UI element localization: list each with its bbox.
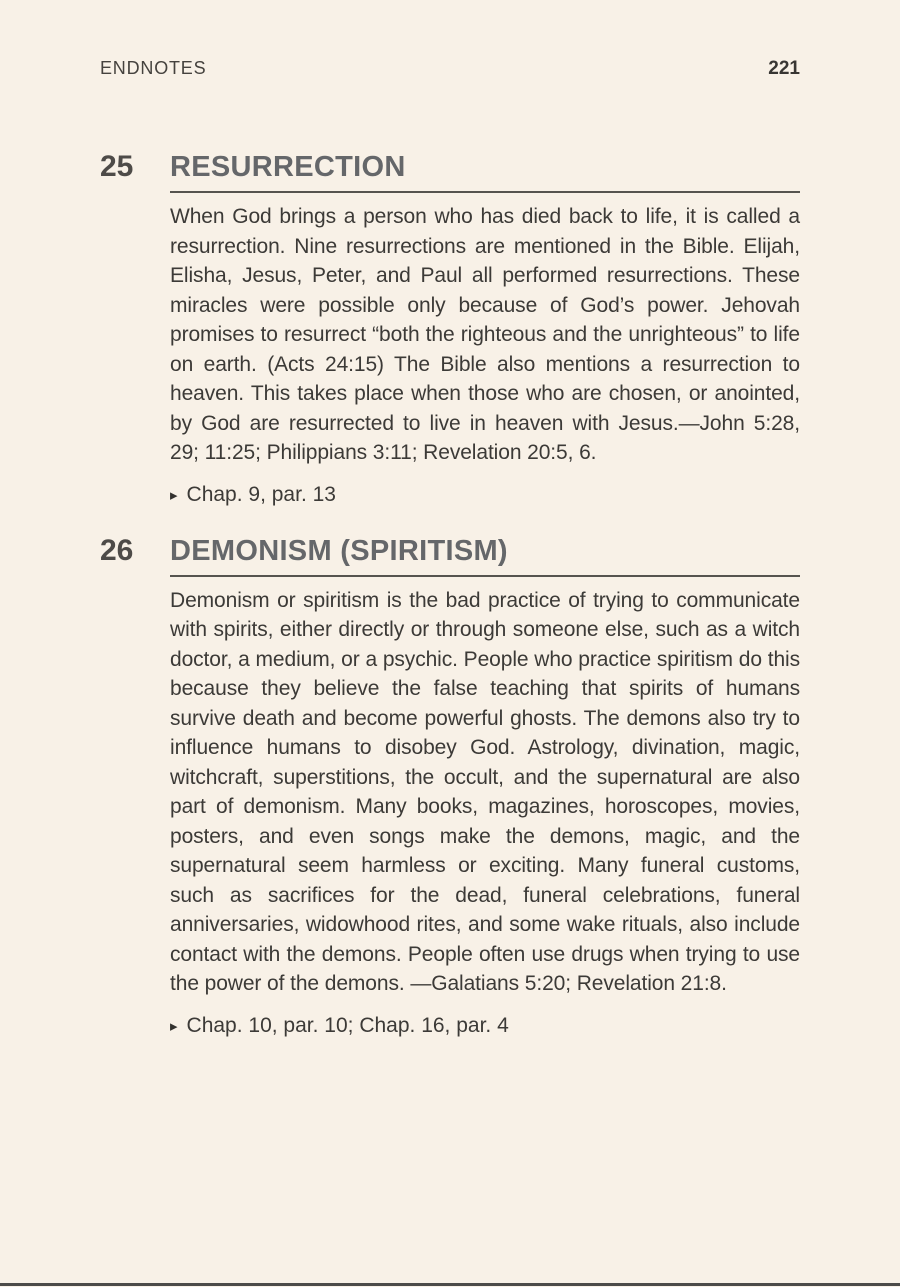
section-reference-text: Chap. 9, par. 13 bbox=[186, 482, 336, 506]
section-reference bbox=[170, 482, 800, 510]
page bbox=[100, 0, 800, 1287]
page-bottom-rule bbox=[0, 1283, 900, 1286]
section-number: 26 bbox=[100, 533, 134, 567]
section-heading bbox=[100, 150, 800, 193]
content bbox=[100, 150, 800, 1041]
section-body-text: When God brings a person who has died back to life, it is called a resurrection. Nine resurrections are mentioned in the Bible. Elijah, Elisha, Jesus, Peter, and Paul all performed resurrections. These miracles were possible only because of God’s power. Jehovah promises to resurrect “both the righteous and the unrighteous” to life on earth. (Acts 24:15) The Bible also mentions a resurrection to heaven. This takes place when those who are chosen, or anointed, by God are resurrected to live in heaven with Jesus.—John 5:28, 29; 11:25; Philippians 3:11; Revelation 20:5, 6. bbox=[170, 205, 800, 464]
running-header-title: ENDNOTES bbox=[100, 58, 207, 78]
section-number: 25 bbox=[100, 150, 134, 183]
page-number: 221 bbox=[768, 58, 800, 79]
section-title: RESURRECTION bbox=[170, 151, 406, 183]
triangle-bullet-icon: ▸ bbox=[170, 1017, 178, 1035]
endnote-section-26 bbox=[100, 534, 800, 1041]
endnote-section-25 bbox=[100, 150, 800, 510]
section-reference-text: Chap. 10, par. 10; Chap. 16, par. 4 bbox=[186, 1013, 509, 1037]
section-title-rule bbox=[170, 150, 800, 193]
section-reference bbox=[170, 1013, 800, 1041]
section-title: DEMONISM (SPIRITISM) bbox=[170, 534, 508, 567]
section-heading bbox=[100, 534, 800, 577]
section-title-rule bbox=[170, 534, 800, 577]
triangle-bullet-icon: ▸ bbox=[170, 486, 178, 504]
running-header bbox=[100, 58, 800, 80]
section-body-text: Demonism or spiritism is the bad practice of trying to communicate with spirits, either directly or through someone else, such as a witch doctor, a medium, or a psychic. People who practice spiritism do this because they believe the false teaching that spirits of humans survive death and become powerful ghosts. The demons also try to influence humans to disobey God. Astrology, divination, magic, witchcraft, superstitions, the occult, and the supernatural are also part of demonism. Many books, magazines, horoscopes, movies, posters, and even songs make the demons, magic, and the supernatural seem harmless or exciting. Many funeral customs, such as sacrifices for the dead, funeral celebrations, funeral anniversaries, widowhood rites, and some wake rituals, also include contact with the demons. People often use drugs when trying to use the power of the demons. —Galatians 5:20; Revelation 21:8. bbox=[170, 588, 800, 995]
